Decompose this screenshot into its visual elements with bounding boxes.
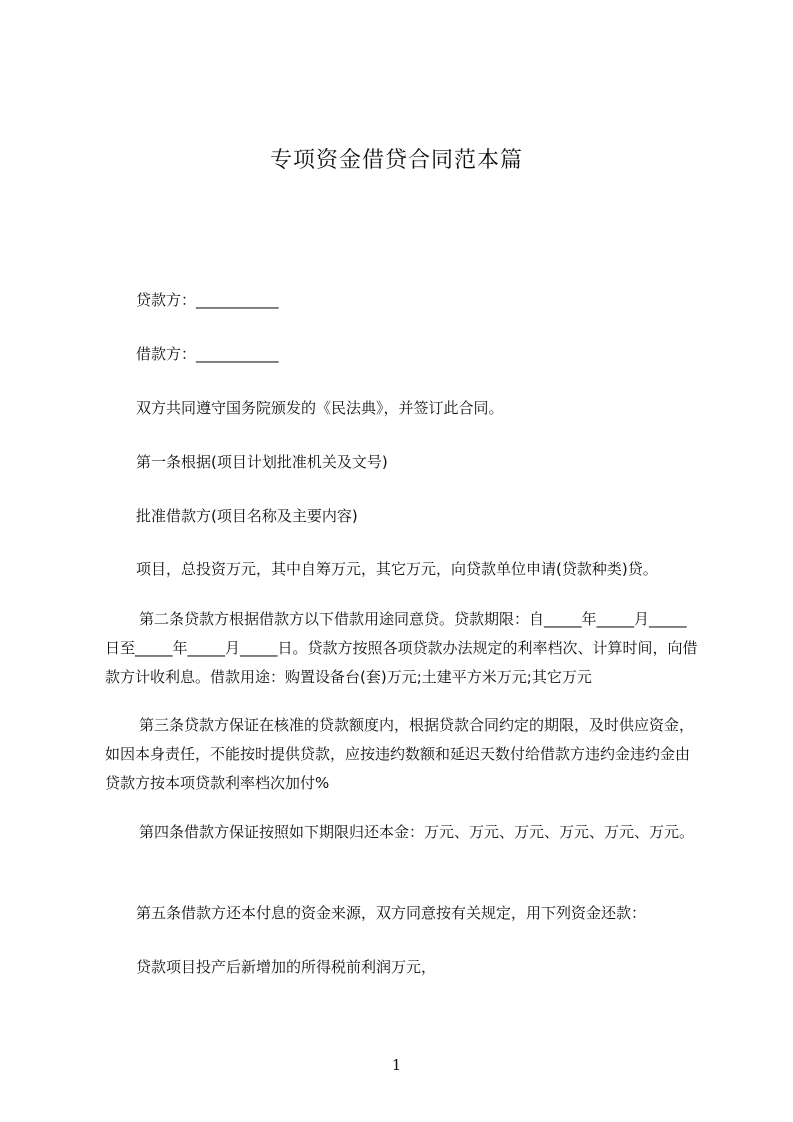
article-1-approval: 批准借款方(项目名称及主要内容) bbox=[136, 507, 358, 525]
document-title: 专项资金借贷合同范本篇 bbox=[269, 148, 523, 173]
intro-paragraph: 双方共同遵守国务院颁发的《民法典》，并签订此合同。 bbox=[136, 399, 504, 417]
lender-line: 贷款方：___________ bbox=[136, 291, 279, 309]
article-3-paragraph: 第三条贷款方保证在核准的贷款额度内，根据贷款合同约定的期限，及时供应资金，如因本身责任，不能按时提供贷款，应按违约数额和延迟天数付给借款方违约金违约金由贷款方按本项贷款利率档次加付% bbox=[105, 716, 695, 792]
article-1-basis: 第一条根据(项目计划批准机关及文号) bbox=[136, 453, 388, 471]
borrower-line: 借款方：___________ bbox=[136, 345, 279, 363]
page-number: 1 bbox=[391, 1056, 402, 1074]
article-1-project: 项目，总投资万元，其中自筹万元，其它万元，向贷款单位申请(贷款种类)贷。 bbox=[136, 560, 658, 578]
article-2-paragraph: 第二条贷款方根据借款方以下借款用途同意贷。贷款期限：自_____年_____月_____日至_____年_____月_____日。贷款方按照各项贷款办法规定的利率档次、计算时间，向借款方计收利息。借款用途：购置设备台(套)万元;土建平方米万元;其它万元 bbox=[105, 610, 698, 686]
article-4-paragraph: 第四条借款方保证按照如下期限归还本金：万元、万元、万元、万元、万元、万元。 bbox=[139, 823, 695, 841]
article-5-item-1: 贷款项目投产后新增加的所得税前利润万元， bbox=[136, 958, 437, 976]
article-5-paragraph: 第五条借款方还本付息的资金来源，双方同意按有关规定，用下列资金还款： bbox=[136, 904, 647, 922]
